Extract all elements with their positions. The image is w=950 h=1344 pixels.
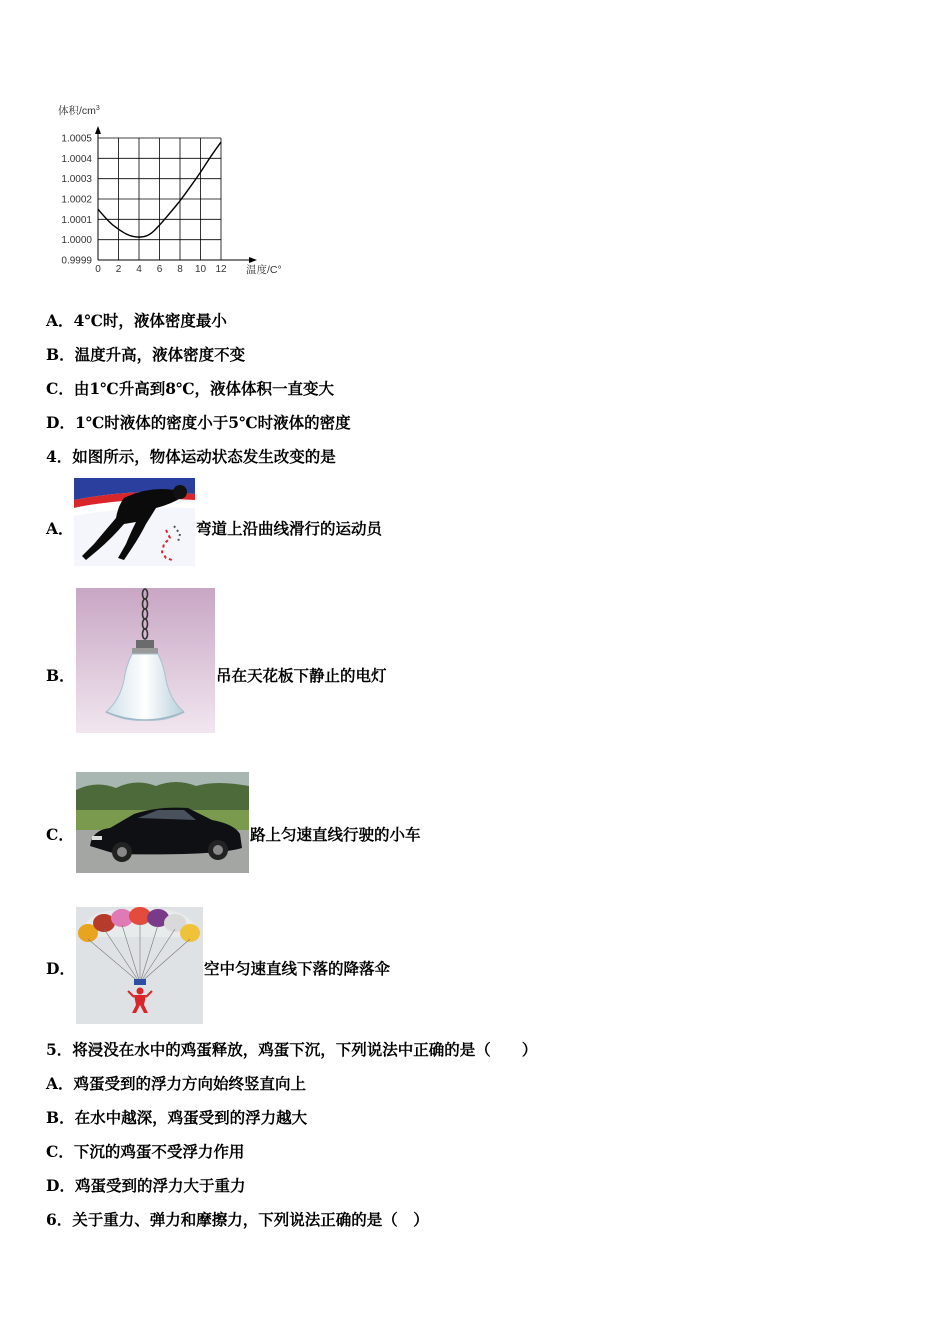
q5-option-b: B．在水中越深，鸡蛋受到的浮力越大 <box>46 1108 308 1127</box>
volume-temperature-chart <box>50 98 300 283</box>
q5-stem: 5．将浸没在水中的鸡蛋释放，鸡蛋下沉，下列说法中正确的是（ ） <box>46 1040 538 1059</box>
q4-option-d-caption: 空中匀速直线下落的降落伞 <box>204 959 391 978</box>
q4-option-a-caption: 弯道上沿曲线滑行的运动员 <box>196 519 383 538</box>
x-axis-label: 温度/C° <box>246 264 282 276</box>
y-tick-label: 0.9999 <box>61 255 92 267</box>
chart-tick-labels <box>61 134 227 276</box>
y-axis-label: 体积$/cm^3$ <box>58 105 100 117</box>
q3-option-b: B．温度升高，液体密度不变 <box>46 345 246 364</box>
q5-option-c: C．下沉的鸡蛋不受浮力作用 <box>46 1142 245 1161</box>
parachute-image <box>76 907 203 1024</box>
hanging-lamp-image <box>76 588 215 733</box>
x-tick-label: 8 <box>177 264 183 275</box>
q4-option-c-caption: 路上匀速直线行驶的小车 <box>250 825 421 844</box>
q4-option-d-letter: D． <box>46 959 75 978</box>
q3-option-d: D．1℃时液体的密度小于5℃时液体的密度 <box>46 413 351 432</box>
q6-stem: 6．关于重力、弹力和摩擦力，下列说法正确的是（ ） <box>46 1210 429 1229</box>
y-tick-label: 1.0000 <box>61 235 92 247</box>
q5-option-a: A．鸡蛋受到的浮力方向始终竖直向上 <box>46 1074 307 1093</box>
y-axis-arrow <box>95 126 101 134</box>
chart-grid <box>98 138 221 260</box>
x-tick-label: 4 <box>136 264 142 275</box>
y-tick-label: 1.0004 <box>61 153 92 165</box>
x-axis-arrow <box>249 257 257 263</box>
y-tick-label: 1.0003 <box>61 174 92 186</box>
q5-option-d: D．鸡蛋受到的浮力大于重力 <box>46 1176 246 1195</box>
x-tick-label: 2 <box>115 264 122 275</box>
q4-option-c-letter: C． <box>46 825 74 844</box>
q4-option-a-letter: A． <box>46 519 74 538</box>
q3-option-a: A．4℃时，液体密度最小 <box>46 311 227 330</box>
q4-option-b-letter: B． <box>46 666 75 685</box>
x-tick-label: 12 <box>215 264 227 275</box>
chart-axes <box>95 126 257 263</box>
car-image <box>76 772 249 873</box>
q3-option-c: C．由1℃升高到8℃，液体体积一直变大 <box>46 379 335 398</box>
y-tick-label: 1.0002 <box>61 194 92 206</box>
q4-stem: 4．如图所示，物体运动状态发生改变的是 <box>46 447 336 466</box>
x-tick-label: 0 <box>95 264 101 275</box>
q4-option-b-caption: 吊在天花板下静止的电灯 <box>216 666 387 685</box>
y-tick-label: 1.0001 <box>61 214 92 226</box>
y-tick-label: 1.0005 <box>61 133 92 145</box>
speed-skater-image <box>74 478 195 566</box>
x-tick-label: 6 <box>156 264 163 275</box>
x-tick-label: 10 <box>194 264 207 275</box>
